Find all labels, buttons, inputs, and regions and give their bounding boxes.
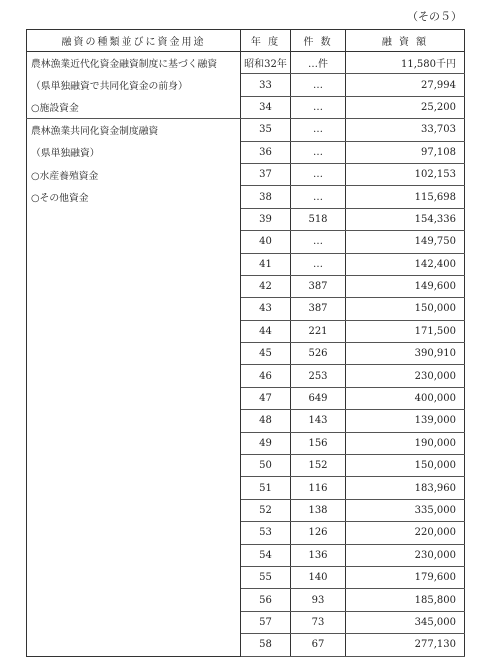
amount-cell: 390,910 <box>346 343 465 365</box>
table-row <box>27 455 465 477</box>
count-cell: … <box>291 141 346 163</box>
header-loan-type: 融資の種類並びに資金用途 <box>27 30 241 52</box>
count-cell: 93 <box>291 589 346 611</box>
amount-cell: 185,800 <box>346 589 465 611</box>
table-row <box>27 634 465 656</box>
amount-cell: 277,130 <box>346 634 465 656</box>
amount-cell: 150,000 <box>346 455 465 477</box>
year-cell: 43 <box>241 298 291 320</box>
count-cell: 156 <box>291 432 346 454</box>
amount-cell: 150,000 <box>346 298 465 320</box>
amount-cell: 11,580千円 <box>346 52 465 74</box>
table-row <box>27 119 465 141</box>
year-cell: 51 <box>241 477 291 499</box>
table-row <box>27 141 465 163</box>
table-row <box>27 343 465 365</box>
count-cell: 136 <box>291 544 346 566</box>
amount-cell: 149,750 <box>346 231 465 253</box>
amount-cell: 335,000 <box>346 499 465 521</box>
loan-type-cell: ○施設資金 <box>27 96 241 118</box>
amount-cell: 179,600 <box>346 566 465 588</box>
loan-type-cell <box>27 253 241 275</box>
loan-type-cell <box>27 275 241 297</box>
count-cell: … <box>291 74 346 96</box>
count-cell: 73 <box>291 611 346 633</box>
amount-cell: 142,400 <box>346 253 465 275</box>
year-cell: 54 <box>241 544 291 566</box>
table-body <box>27 52 465 657</box>
count-cell: 152 <box>291 455 346 477</box>
table-row <box>27 387 465 409</box>
header-amount: 融 資 額 <box>346 30 465 52</box>
year-cell: 53 <box>241 522 291 544</box>
amount-cell: 27,994 <box>346 74 465 96</box>
loan-type-cell: ○その他資金 <box>27 186 241 208</box>
loan-type-cell <box>27 365 241 387</box>
amount-cell: 400,000 <box>346 387 465 409</box>
year-cell: 47 <box>241 387 291 409</box>
count-cell: 518 <box>291 208 346 230</box>
year-cell: 45 <box>241 343 291 365</box>
year-cell: 56 <box>241 589 291 611</box>
loan-type-cell <box>27 320 241 342</box>
loan-type-cell <box>27 544 241 566</box>
table-row <box>27 566 465 588</box>
amount-cell: 97,108 <box>346 141 465 163</box>
count-cell: 649 <box>291 387 346 409</box>
amount-cell: 139,000 <box>346 410 465 432</box>
loan-type-cell: ○水産養殖資金 <box>27 163 241 185</box>
amount-cell: 220,000 <box>346 522 465 544</box>
year-cell: 36 <box>241 141 291 163</box>
count-cell: 116 <box>291 477 346 499</box>
table-row <box>27 275 465 297</box>
count-cell: 253 <box>291 365 346 387</box>
loan-type-cell <box>27 455 241 477</box>
loan-type-cell: （県単独融資で共同化資金の前身） <box>27 74 241 96</box>
count-cell: 143 <box>291 410 346 432</box>
year-cell: 57 <box>241 611 291 633</box>
year-cell: 34 <box>241 96 291 118</box>
loan-type-cell <box>27 566 241 588</box>
loan-type-cell: 農林漁業共同化資金制度融資 <box>27 119 241 141</box>
year-cell: 41 <box>241 253 291 275</box>
amount-cell: 345,000 <box>346 611 465 633</box>
loan-table <box>26 29 465 657</box>
loan-type-cell <box>27 499 241 521</box>
year-cell: 42 <box>241 275 291 297</box>
table-row <box>27 253 465 275</box>
year-cell: 50 <box>241 455 291 477</box>
year-cell: 46 <box>241 365 291 387</box>
amount-cell: 171,500 <box>346 320 465 342</box>
amount-cell: 33,703 <box>346 119 465 141</box>
count-cell: 126 <box>291 522 346 544</box>
count-cell: … <box>291 96 346 118</box>
count-cell: … <box>291 186 346 208</box>
loan-type-cell <box>27 432 241 454</box>
amount-cell: 230,000 <box>346 365 465 387</box>
amount-cell: 183,960 <box>346 477 465 499</box>
loan-type-cell <box>27 208 241 230</box>
year-cell: 37 <box>241 163 291 185</box>
year-cell: 48 <box>241 410 291 432</box>
year-cell: 昭和32年 <box>241 52 291 74</box>
year-cell: 58 <box>241 634 291 656</box>
count-cell: 67 <box>291 634 346 656</box>
year-cell: 40 <box>241 231 291 253</box>
table-row <box>27 477 465 499</box>
loan-type-cell <box>27 634 241 656</box>
table-row <box>27 410 465 432</box>
amount-cell: 230,000 <box>346 544 465 566</box>
year-cell: 49 <box>241 432 291 454</box>
year-cell: 52 <box>241 499 291 521</box>
count-cell: … <box>291 253 346 275</box>
count-cell: 526 <box>291 343 346 365</box>
loan-type-cell <box>27 343 241 365</box>
table-row <box>27 163 465 185</box>
table-row <box>27 499 465 521</box>
loan-type-cell <box>27 477 241 499</box>
amount-cell: 154,336 <box>346 208 465 230</box>
loan-type-cell <box>27 387 241 409</box>
year-cell: 39 <box>241 208 291 230</box>
header-count: 件 数 <box>291 30 346 52</box>
amount-cell: 25,200 <box>346 96 465 118</box>
table-row <box>27 231 465 253</box>
loan-type-cell <box>27 410 241 432</box>
page-label: （その５） <box>407 10 462 23</box>
count-cell: 140 <box>291 566 346 588</box>
table-row <box>27 589 465 611</box>
year-cell: 55 <box>241 566 291 588</box>
loan-type-cell <box>27 611 241 633</box>
table-row <box>27 611 465 633</box>
table-row <box>27 522 465 544</box>
amount-cell: 115,698 <box>346 186 465 208</box>
loan-type-cell <box>27 589 241 611</box>
table-row <box>27 186 465 208</box>
table-row <box>27 52 465 74</box>
count-cell: 221 <box>291 320 346 342</box>
year-cell: 38 <box>241 186 291 208</box>
table-row <box>27 96 465 118</box>
year-cell: 35 <box>241 119 291 141</box>
loan-type-cell: （県単独融資） <box>27 141 241 163</box>
table-header-row <box>27 30 465 52</box>
year-cell: 33 <box>241 74 291 96</box>
count-cell: 138 <box>291 499 346 521</box>
year-cell: 44 <box>241 320 291 342</box>
amount-cell: 149,600 <box>346 275 465 297</box>
count-cell: …件 <box>291 52 346 74</box>
count-cell: 387 <box>291 298 346 320</box>
loan-type-cell: 農林漁業近代化資金融資制度に基づく融資 <box>27 52 241 74</box>
amount-cell: 190,000 <box>346 432 465 454</box>
table-row <box>27 320 465 342</box>
table-row <box>27 298 465 320</box>
amount-cell: 102,153 <box>346 163 465 185</box>
count-cell: … <box>291 231 346 253</box>
count-cell: 387 <box>291 275 346 297</box>
count-cell: … <box>291 119 346 141</box>
loan-type-cell <box>27 522 241 544</box>
count-cell: … <box>291 163 346 185</box>
loan-type-cell <box>27 298 241 320</box>
table-row <box>27 208 465 230</box>
header-year: 年 度 <box>241 30 291 52</box>
table-row <box>27 365 465 387</box>
table-row <box>27 74 465 96</box>
table-row <box>27 432 465 454</box>
loan-type-cell <box>27 231 241 253</box>
table-row <box>27 544 465 566</box>
